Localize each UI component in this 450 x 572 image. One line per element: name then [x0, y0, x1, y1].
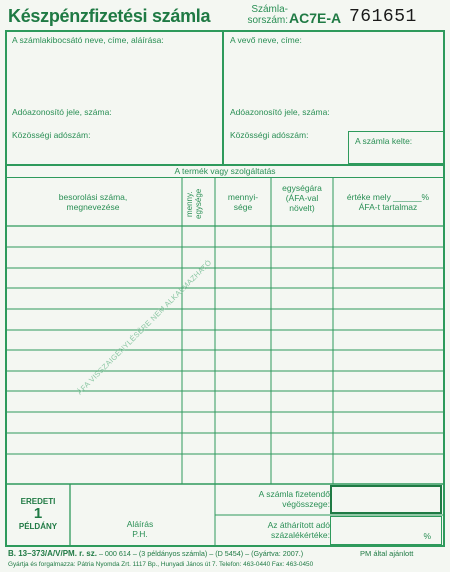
col-value-header: értéke mely ______% ÁFA-t tartalmaz: [346, 192, 430, 212]
signature-stamp-label: Aláírás P.H.: [126, 519, 154, 539]
seller-eu-tax-label: Közösségi adószám:: [12, 130, 91, 140]
vat-percent-label: Az áthárított adó százalékértéke:: [267, 520, 330, 540]
col-unit-header: menny. egysége: [185, 188, 203, 220]
seller-tax-id-label: Adóazonosító jele, száma:: [12, 107, 112, 117]
col-name-header: besorolási száma, megnevezése: [58, 192, 128, 212]
invoice-series: AC7E-A: [289, 10, 342, 26]
vat-percent-box[interactable]: [330, 516, 442, 545]
invoice-serial-number: 761651: [349, 7, 417, 27]
copy-label-copy: PÉLDÁNY: [18, 522, 58, 531]
copy-number: 1: [33, 505, 43, 522]
copy-indicator: [8, 497, 68, 531]
items-section-title: A termék vagy szolgáltatás: [174, 166, 276, 176]
footer-code: B. 13–373/A/V/PM. r. sz.: [8, 549, 97, 558]
invoice-number-label-text: Számla- sorszám:: [247, 4, 288, 26]
seller-title: A számlakibocsátó neve, címe, aláírása:: [12, 35, 164, 45]
vat-percent-sign: %: [423, 531, 431, 541]
total-amount-box[interactable]: [330, 485, 442, 514]
copy-label-original: EREDETI: [20, 497, 56, 506]
col-qty-header: mennyi- sége: [227, 192, 259, 212]
footer-pm-recommendation: PM által ajánlott: [360, 549, 414, 558]
footer-printer-info: Gyártja és forgalmazza: Pátria Nyomda Zrt. 1117 Bp., Hunyadi János út 7. Telefon: 463-0440 Fax: 463-0450: [8, 561, 314, 568]
footer-details: – 000 614 – (3 példányos számla) – (D 5454) – (Gyártva: 2007.): [98, 549, 304, 558]
buyer-tax-id-label: Adóazonosító jele, száma:: [230, 107, 330, 117]
invoice-date-label: A számla kelte:: [355, 136, 413, 146]
buyer-title: A vevő neve, címe:: [230, 35, 302, 45]
buyer-eu-tax-label: Közösségi adószám:: [230, 130, 309, 140]
col-price-header: egységára (ÁFA-val növelt): [282, 183, 322, 213]
total-amount-label: A számla fizetendő végösszege:: [258, 489, 330, 509]
footer-form-code: [8, 549, 303, 558]
watermark-text: ÁFA VISSZAIGÉNYLÉSÉRE NEM ALKALMAZHATÓ: [75, 257, 214, 397]
invoice-title: Készpénzfizetési számla: [8, 6, 211, 26]
